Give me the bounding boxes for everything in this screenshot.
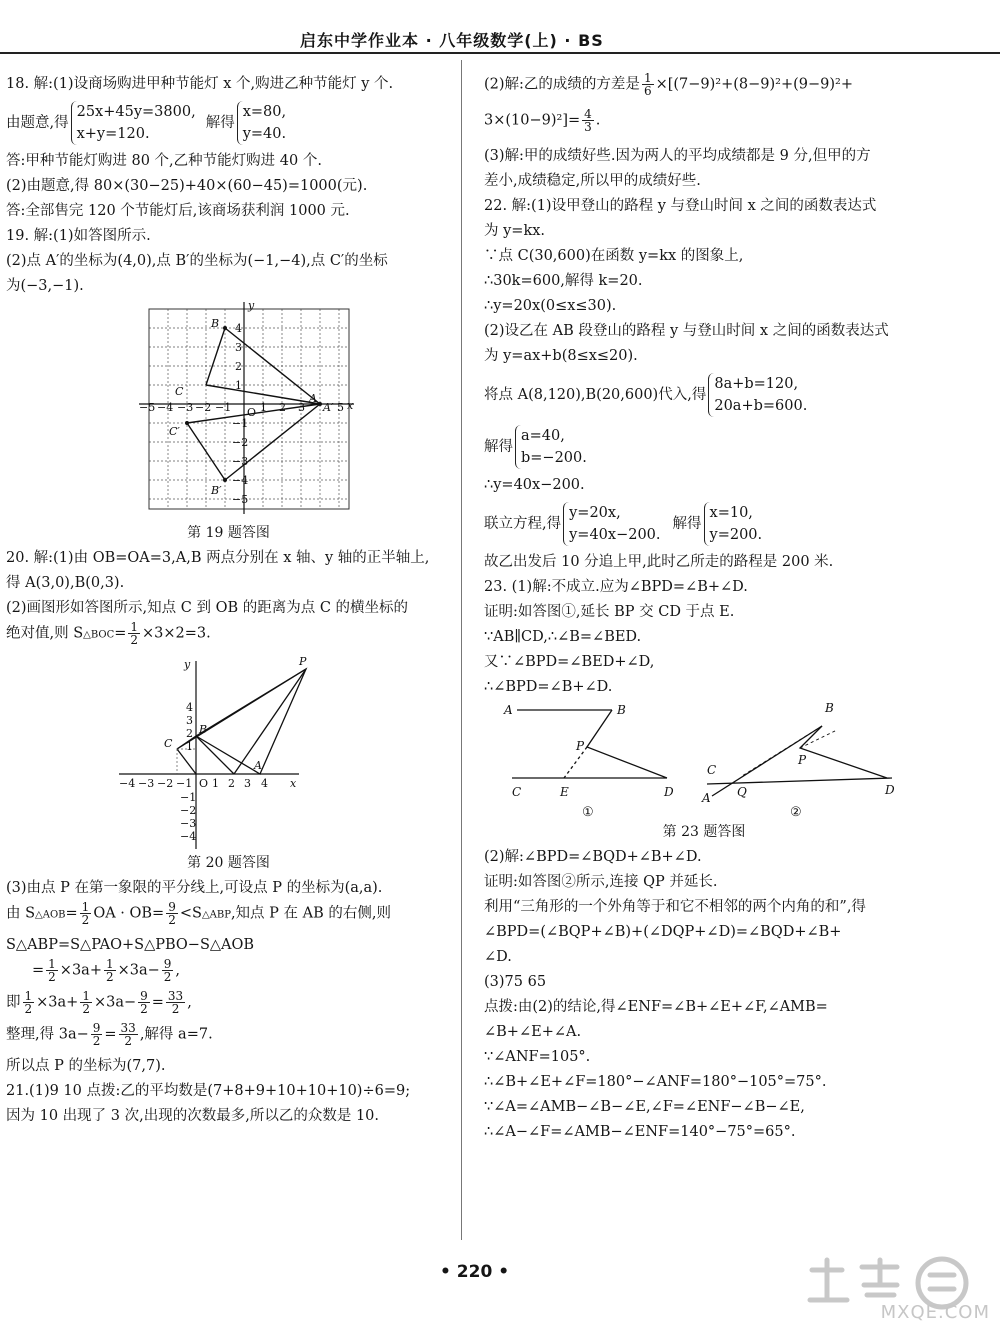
- q22-line7: 为 y=ax+b(8≤x≤20).: [484, 348, 638, 364]
- q22-system-2: y=20x, y=40x−200.: [563, 502, 660, 546]
- svg-text:2: 2: [278, 401, 286, 414]
- svg-text:A: A: [308, 392, 317, 405]
- svg-text:−3: −3: [137, 777, 154, 790]
- q21-line1: 21.(1)9 10 点拨:乙的平均数是(7+8+9+10+10+10)÷6=9;: [6, 1083, 411, 1099]
- svg-text:−3: −3: [231, 455, 248, 468]
- q22-line12: 故乙出发后 10 分追上甲,此时乙所走的路程是 200 米.: [484, 554, 834, 570]
- q23-line12: 点拨:由(2)的结论,得∠ENF=∠B+∠E+∠F,∠AMB=: [484, 999, 828, 1015]
- q20-line8: = $\frac{1}{2}$ ×3a+ $\frac{1}{2}$ ×3a− $\frac{9}{2}$ ,: [32, 957, 181, 984]
- svg-text:C: C: [707, 763, 717, 777]
- q22-line10: ∴y=40x−200.: [484, 477, 585, 493]
- q22-line5: ∴y=20x(0≤x≤30).: [484, 298, 617, 314]
- svg-text:y: y: [183, 658, 190, 671]
- q20-line11: 所以点 P 的坐标为(7,7).: [6, 1058, 166, 1074]
- q22-line1: 22. 解:(1)设甲登山的路程 y 与登山时间 x 之间的函数表达式: [484, 198, 877, 214]
- q19-line1: 19. 解:(1)如答图所示.: [6, 228, 151, 244]
- svg-text:−4: −4: [231, 474, 248, 487]
- q20-line1: 20. 解:(1)由 OB=OA=3,A,B 两点分别在 x 轴、y 轴的正半轴上,: [6, 550, 430, 566]
- q18-pre: 由题意,得: [6, 114, 69, 131]
- svg-text:B: B: [617, 703, 626, 717]
- svg-text:−1: −1: [231, 417, 248, 430]
- svg-text:2: 2: [185, 727, 193, 740]
- q22-line8: 将点 A(8,120),B(20,600)代入,得 8a+b=120, 20a+b=600.: [484, 369, 984, 421]
- q18-system-line: [6, 97, 451, 149]
- q20-line5: (3)由点 P 在第一象限的平分线上,可设点 P 的坐标为(a,a).: [6, 880, 383, 896]
- svg-text:1: 1: [259, 401, 267, 414]
- svg-text:C: C: [163, 737, 172, 750]
- q20-line6: 由 S△AOB= $\frac{1}{2}$ OA · OB= $\frac{9}{2}$ <S△ABP,知点 P 在 AB 的右侧,则: [6, 900, 391, 927]
- svg-text:−5: −5: [138, 401, 155, 414]
- q20-line9: 即 $\frac{1}{2}$ ×3a+ $\frac{1}{2}$ ×3a− $\frac{9}{2}$ = $\frac{33}{2}$ ,: [6, 989, 192, 1016]
- figure-19-grid: [99, 299, 359, 521]
- svg-text:C: C: [174, 385, 183, 398]
- svg-text:O: O: [198, 777, 208, 790]
- q20-line4: 绝对值,则 S△BOC= $\frac{1}{2}$ ×3×2=3.: [6, 620, 211, 647]
- svg-text:−4: −4: [179, 830, 196, 843]
- q23-line17: ∴∠A−∠F=∠AMB−∠ENF=140°−75°=65°.: [484, 1124, 796, 1140]
- svg-text:3: 3: [243, 777, 251, 790]
- q23-line15: ∴∠B+∠E+∠F=180°−∠ANF=180°−105°=75°.: [484, 1074, 827, 1090]
- svg-text:P: P: [576, 739, 585, 753]
- figure-23-diagrams: [492, 700, 912, 820]
- svg-text:x: x: [346, 399, 353, 412]
- figure-23-label-1: ①: [582, 805, 594, 820]
- q22-line3: ∵点 C(30,600)在函数 y=kx 的图象上,: [484, 248, 744, 264]
- svg-text:−3: −3: [179, 817, 196, 830]
- svg-text:A: A: [253, 759, 262, 772]
- svg-text:−2: −2: [194, 401, 211, 414]
- svg-text:3: 3: [185, 714, 193, 727]
- q23-line9: ∠BPD=(∠BQP+∠B)+(∠DQP+∠D)=∠BQD+∠B+: [484, 924, 842, 940]
- svg-text:O: O: [246, 406, 256, 419]
- q18-mid: 解得: [205, 114, 235, 131]
- svg-text:P: P: [298, 655, 306, 668]
- q23-line6: (2)解:∠BPD=∠BQD+∠B+∠D.: [484, 849, 702, 865]
- left-column: [6, 72, 451, 1129]
- page-header: [0, 22, 1000, 54]
- svg-text:−2: −2: [156, 777, 173, 790]
- svg-text:B: B: [825, 701, 834, 715]
- q23-line8: 利用“三角形的一个外角等于和它不相邻的两个内角的和”,得: [484, 899, 866, 915]
- svg-text:1: 1: [185, 740, 193, 753]
- svg-text:P: P: [798, 753, 807, 767]
- q23-line4: 又∵∠BPD=∠BED+∠D,: [484, 654, 655, 670]
- svg-text:4: 4: [185, 701, 193, 714]
- svg-text:2: 2: [227, 777, 235, 790]
- q23-line10: ∠D.: [484, 949, 512, 965]
- svg-text:1: 1: [211, 777, 219, 790]
- right-column: [484, 72, 984, 1145]
- svg-text:D: D: [664, 785, 674, 799]
- q23-line16: ∵∠A=∠AMB−∠B−∠E,∠F=∠ENF−∠B−∠E,: [484, 1099, 805, 1115]
- q23-line13: ∠B+∠E+∠A.: [484, 1024, 582, 1040]
- q20-line2: 得 A(3,0),B(0,3).: [6, 575, 125, 591]
- svg-text:B′: B′: [210, 484, 222, 497]
- svg-text:2: 2: [234, 360, 242, 373]
- svg-text:y: y: [247, 299, 254, 312]
- svg-text:−1: −1: [179, 791, 196, 804]
- q21-line2: 因为 10 出现了 3 次,出现的次数最多,所以乙的众数是 10.: [6, 1108, 379, 1124]
- q19-line3: 为(−3,−1).: [6, 278, 84, 294]
- svg-text:Q: Q: [737, 785, 747, 799]
- q22-system-1: 8a+b=120, 20a+b=600.: [708, 373, 807, 417]
- q22-solution-2: x=10, y=200.: [704, 502, 763, 546]
- svg-text:C′: C′: [168, 425, 180, 438]
- q18-line4: (2)由题意,得 80×(30−25)+40×(60−45)=1000(元).: [6, 178, 368, 194]
- q21-r-line2: 3×(10−9)²]= $\frac{4}{3}$ .: [484, 107, 601, 134]
- svg-text:5: 5: [336, 401, 344, 414]
- q21-r-line4: 差小,成绩稳定,所以甲的成绩好些.: [484, 173, 701, 189]
- svg-text:−4: −4: [156, 401, 173, 414]
- q18-solution: x=80, y=40.: [237, 101, 286, 145]
- svg-text:−1: −1: [214, 401, 231, 414]
- svg-text:A: A: [504, 703, 513, 717]
- figure-19-caption: 第 19 题答图: [187, 525, 270, 541]
- q22-line11: 联立方程,得 y=20x, y=40x−200. 解得 x=10, y=200.: [484, 498, 984, 550]
- svg-text:−2: −2: [231, 436, 248, 449]
- svg-text:−3: −3: [176, 401, 193, 414]
- q23-line1: 23. (1)解:不成立.应为∠BPD=∠B+∠D.: [484, 579, 748, 595]
- svg-text:−5: −5: [231, 493, 248, 506]
- svg-text:B: B: [198, 723, 207, 736]
- q18-line5: 答:全部售完 120 个节能灯后,该商场获利润 1000 元.: [6, 203, 350, 219]
- svg-text:E: E: [560, 785, 569, 799]
- q18-line3: 答:甲种节能灯购进 80 个,乙种节能灯购进 40 个.: [6, 153, 322, 169]
- svg-text:3: 3: [234, 341, 242, 354]
- svg-text:B: B: [210, 317, 219, 330]
- svg-text:−1: −1: [175, 777, 192, 790]
- figure-23-caption: 第 23 题答图: [662, 824, 746, 840]
- svg-text:D: D: [885, 783, 895, 797]
- q23-line2: 证明:如答图①,延长 BP 交 CD 于点 E.: [484, 604, 735, 620]
- q22-line2: 为 y=kx.: [484, 223, 546, 239]
- svg-text:4: 4: [260, 777, 268, 790]
- q23-line5: ∴∠BPD=∠B+∠D.: [484, 679, 613, 695]
- svg-text:3: 3: [297, 401, 305, 414]
- figure-20-caption: 第 20 题答图: [187, 855, 270, 871]
- header-title: 启东中学作业本 · 八年级数学(上) · BS: [300, 31, 604, 50]
- svg-text:x: x: [289, 777, 296, 790]
- q23-line3: ∵AB∥CD,∴∠B=∠BED.: [484, 629, 642, 645]
- q22-line9: 解得 a=40, b=−200.: [484, 421, 984, 473]
- q18-line1: 18. 解:(1)设商场购进甲种节能灯 x 个,购进乙种节能灯 y 个.: [6, 76, 394, 92]
- q19-line2: (2)点 A′的坐标为(4,0),点 B′的坐标为(−1,−4),点 C′的坐标: [6, 253, 388, 269]
- q22-line4: ∴30k=600,解得 k=20.: [484, 273, 643, 289]
- svg-text:4: 4: [234, 322, 242, 335]
- svg-text:A: A: [702, 791, 711, 805]
- q23-line11: (3)75 65: [484, 974, 547, 990]
- svg-text:−2: −2: [179, 804, 196, 817]
- q20-line3: (2)画图形如答图所示,知点 C 到 OB 的距离为点 C 的横坐标的: [6, 600, 409, 616]
- q21-r-line1: (2)解:乙的成绩的方差是 $\frac{1}{6}$ ×[(7−9)²+(8−9)²+(9−9)²+: [484, 71, 854, 98]
- q18-equation-system: 25x+45y=3800, x+y=120.: [71, 101, 196, 145]
- svg-text:1: 1: [234, 379, 242, 392]
- column-divider: [461, 60, 462, 1240]
- q22-solution-1: a=40, b=−200.: [515, 425, 587, 469]
- q21-r-line3: (3)解:甲的成绩好些.因为两人的平均成绩都是 9 分,但甲的方: [484, 148, 871, 164]
- q22-line6: (2)设乙在 AB 段登山的路程 y 与登山时间 x 之间的函数表达式: [484, 323, 889, 339]
- page-number: • 220 •: [440, 1262, 510, 1282]
- figure-20-graph: [114, 651, 344, 851]
- svg-text:−4: −4: [118, 777, 135, 790]
- q20-line7: S△ABP=S△PAO+S△PBO−S△AOB: [6, 937, 255, 953]
- figure-23-label-2: ②: [790, 805, 802, 820]
- q23-line7: 证明:如答图②所示,连接 QP 并延长.: [484, 874, 718, 890]
- svg-text:A′: A′: [322, 401, 333, 414]
- watermark-text: MXQE.COM: [880, 1302, 990, 1323]
- q23-line14: ∵∠ANF=105°.: [484, 1049, 591, 1065]
- svg-text:C: C: [512, 785, 522, 799]
- q20-line10: 整理,得 3a− $\frac{9}{2}$ = $\frac{33}{2}$ ,解得 a=7.: [6, 1021, 213, 1048]
